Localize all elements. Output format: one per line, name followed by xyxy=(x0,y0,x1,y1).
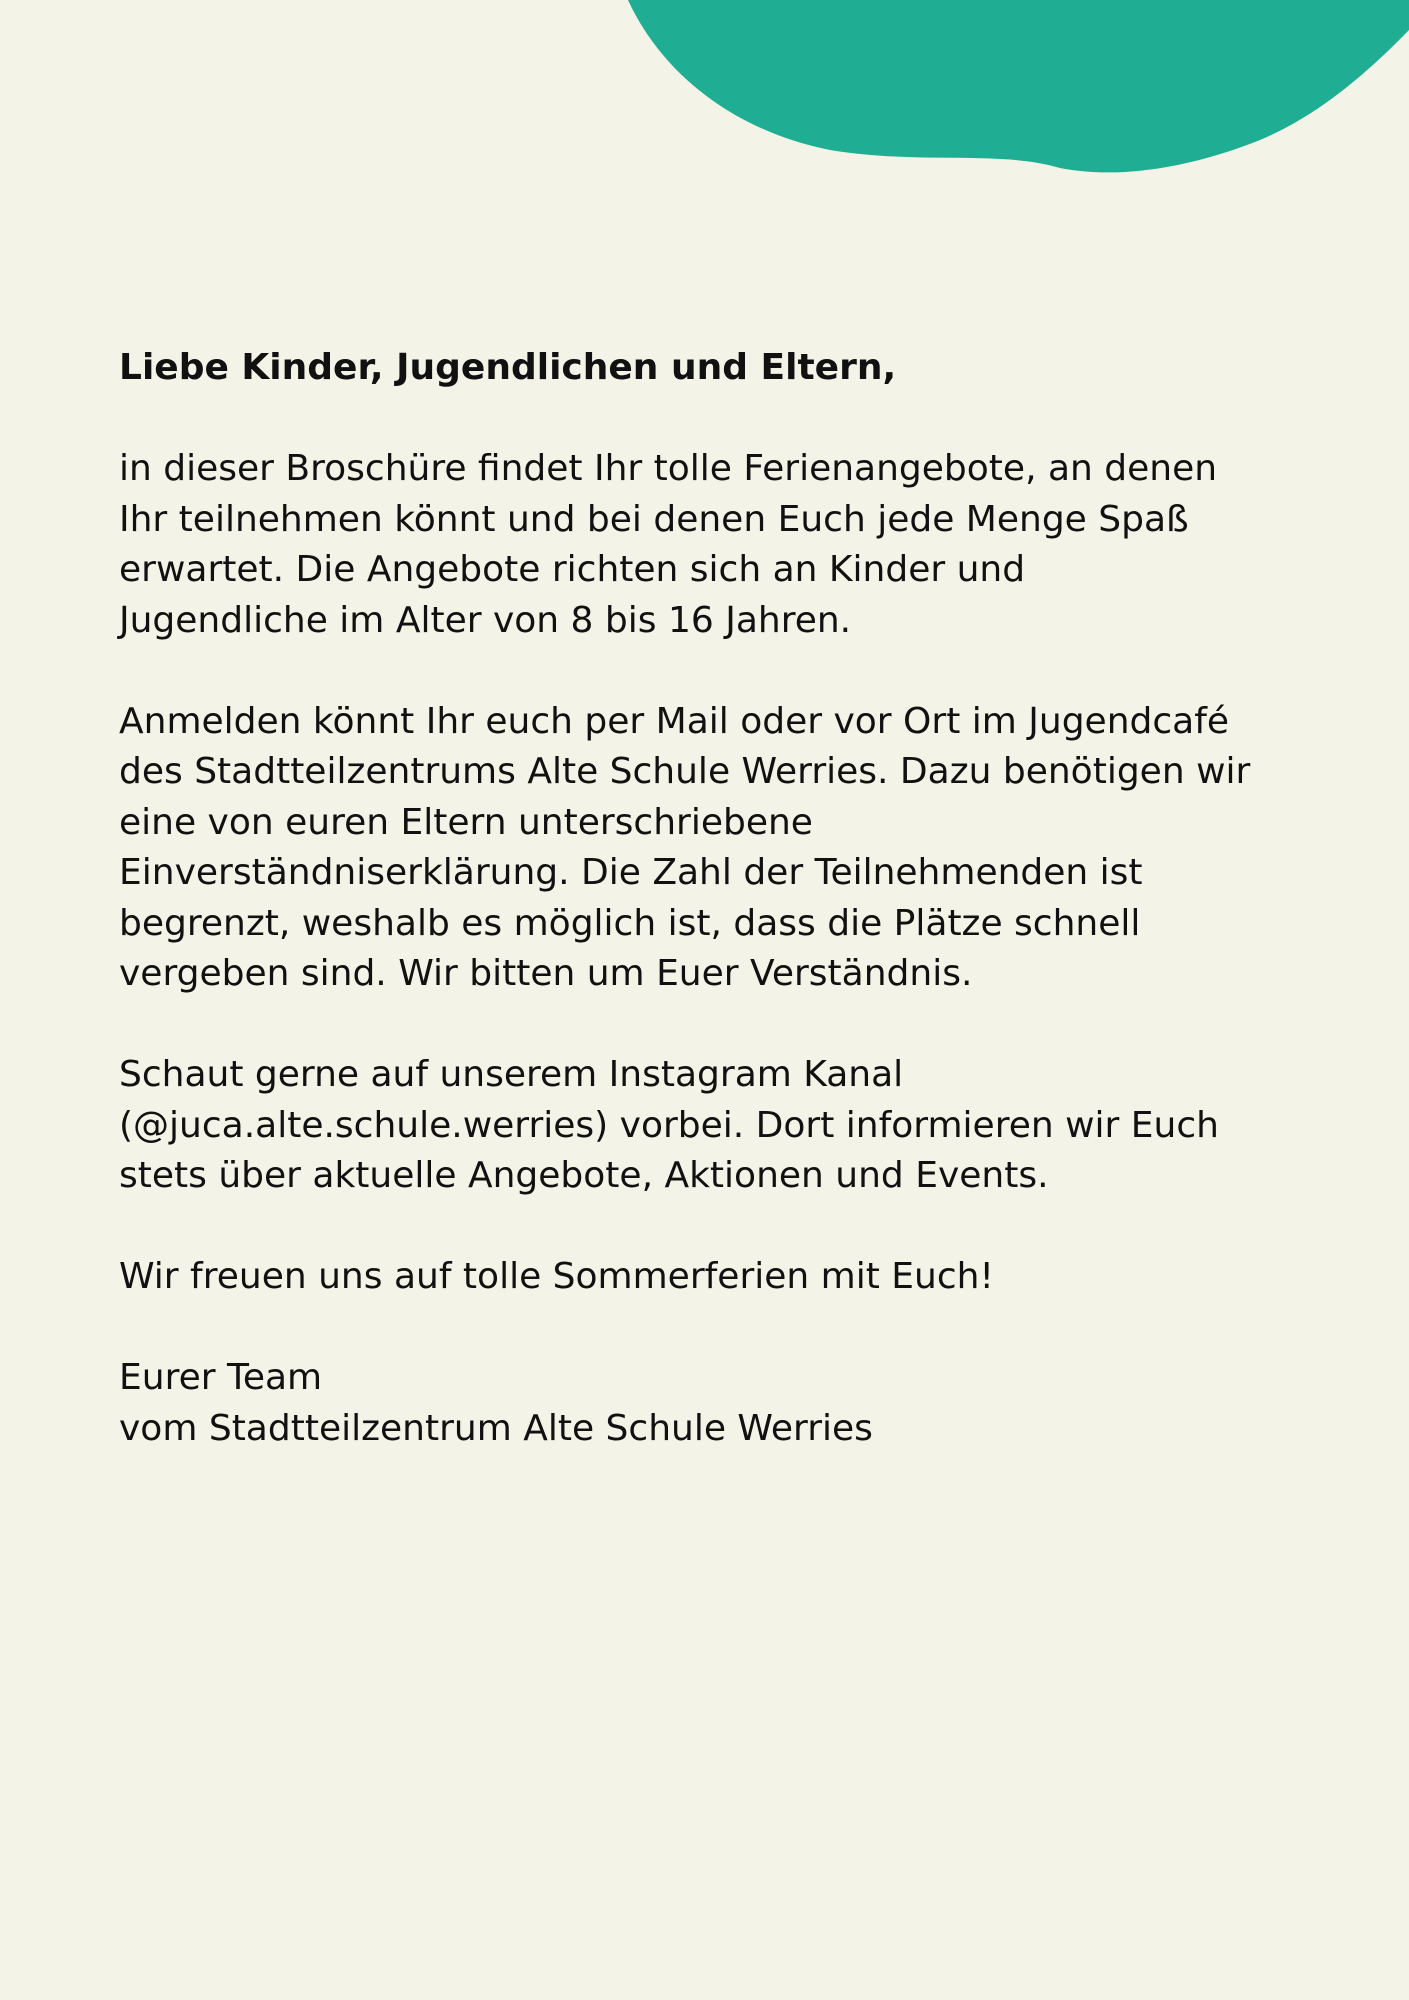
text-line: eine von euren Eltern unterschriebene xyxy=(119,801,813,843)
decorative-teal-blob xyxy=(0,0,1409,200)
text-line: in dieser Broschüre findet Ihr tolle Ferienangebote, an denen xyxy=(119,448,1218,489)
letter-body xyxy=(119,343,1319,1505)
text-line: Anmelden könnt Ihr euch per Mail oder vor Ort im Jugendcafé xyxy=(119,700,1230,742)
salutation: Liebe Kinder, Jugendlichen und Eltern, xyxy=(119,347,897,388)
text-line: des Stadtteilzentrums Alte Schule Werries. Dazu benötigen wir xyxy=(119,751,1251,792)
text-line: Einverständniserklärung. Die Zahl der Teilnehmenden ist xyxy=(119,852,1143,893)
text-line: stets über aktuelle Angebote, Aktionen und Events. xyxy=(119,1155,1049,1196)
signature-line: vom Stadtteilzentrum Alte Schule Werries xyxy=(119,1407,873,1449)
closing-line: Wir freuen uns auf tolle Sommerferien mit Euch! xyxy=(119,1256,994,1297)
paragraph-instagram xyxy=(119,1050,1319,1202)
paragraph-registration xyxy=(119,697,1319,1000)
paragraph-intro xyxy=(119,444,1319,646)
text-line: erwartet. Die Angebote richten sich an Kinder und xyxy=(119,549,1026,590)
text-line: vergeben sind. Wir bitten um Euer Verständnis. xyxy=(119,953,973,994)
signature-line: Eurer Team xyxy=(119,1357,323,1398)
text-line: Jugendliche im Alter von 8 bis 16 Jahren. xyxy=(119,599,852,641)
text-line: Ihr teilnehmen könnt und bei denen Euch jede Menge Spaß xyxy=(119,498,1189,540)
signature xyxy=(119,1353,1319,1454)
text-line: Schaut gerne auf unserem Instagram Kanal xyxy=(119,1054,904,1095)
instagram-handle-line: (@juca.alte.schule.werries) vorbei. Dort informieren wir Euch xyxy=(119,1104,1219,1146)
text-line: begrenzt, weshalb es möglich ist, dass die Plätze schnell xyxy=(119,902,1141,944)
